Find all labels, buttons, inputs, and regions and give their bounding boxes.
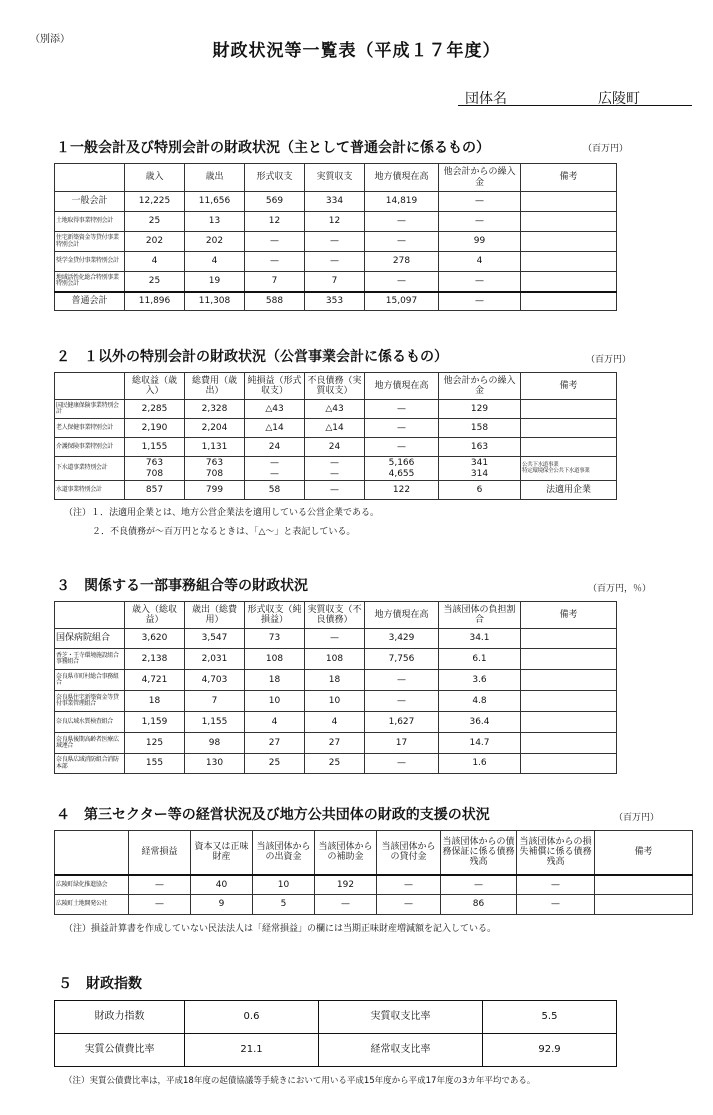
cell: 12,225 — [125, 192, 185, 212]
cell: 3,547 — [185, 629, 245, 649]
cell: 34.1 — [439, 629, 521, 649]
header-cell: 形式収支（純損益） — [245, 602, 305, 629]
cell: 98 — [185, 733, 245, 754]
table-row — [55, 192, 617, 212]
row-label: 奈良広域水質検査組合 — [55, 712, 125, 733]
table-row — [55, 629, 617, 649]
cell: — — [315, 895, 377, 915]
header-cell: 当該団体の負担割合 — [439, 602, 521, 629]
cell: 25 — [125, 272, 185, 292]
section1-table — [54, 163, 617, 311]
cell: 4 — [125, 252, 185, 272]
header-cell: 不良債務（実質収支） — [305, 373, 365, 400]
header-cell: 歳入（総収益） — [125, 602, 185, 629]
cell: 799 — [185, 481, 245, 500]
section5-note: （注）実質公債費比率は，平成18年度の起債協議等手続きにおいて用いる平成15年度から平成17年度の3カ年平均である。 — [64, 1076, 536, 1086]
cell: 130 — [185, 754, 245, 774]
cell: 18 — [125, 691, 185, 712]
cell — [521, 272, 617, 292]
cell: 163 — [439, 438, 521, 457]
header-cell: 資本又は正味財産 — [191, 831, 253, 875]
row-label: 水道事業特別会計 — [55, 481, 125, 500]
cell: — — [305, 252, 365, 272]
cell — [521, 292, 617, 311]
cell — [521, 629, 617, 649]
cell: 13 — [185, 212, 245, 232]
cell: 108 — [305, 649, 365, 670]
cell: — — — [245, 457, 305, 481]
cell: 86 — [441, 895, 517, 915]
cell: 588 — [245, 292, 305, 311]
cell: △14 — [245, 419, 305, 438]
cell: 192 — [315, 875, 377, 895]
cell: 202 — [125, 232, 185, 252]
cell: 2,285 — [125, 400, 185, 419]
cell: 25 — [245, 754, 305, 774]
cell — [521, 192, 617, 212]
cell: 19 — [185, 272, 245, 292]
section4-heading: ４ 第三セクター等の経営状況及び地方公共団体の財政的支援の状況 — [56, 807, 490, 823]
row-label: 下水道事業特別会計 — [55, 457, 125, 481]
table-row — [55, 1034, 617, 1067]
table-row — [55, 252, 617, 272]
total-row — [55, 292, 617, 311]
header-cell: 経常損益 — [129, 831, 191, 875]
cell — [521, 712, 617, 733]
cell: 法適用企業 — [521, 481, 617, 500]
cell: — — [377, 875, 441, 895]
cell: 2,138 — [125, 649, 185, 670]
cell: 4 — [439, 252, 521, 272]
header-cell: 総収益（歳入） — [125, 373, 185, 400]
table-row — [55, 895, 693, 915]
cell — [595, 895, 693, 915]
index-label: 財政力指数 — [55, 1001, 185, 1034]
cell: 125 — [125, 733, 185, 754]
cell: 17 — [365, 733, 439, 754]
cell: 7 — [245, 272, 305, 292]
cell: — — [365, 754, 439, 774]
section4-note: （注）損益計算書を作成していない民法法人は「経常損益」の欄には当期正味財産増減額を記入している。 — [64, 924, 497, 934]
cell — [521, 419, 617, 438]
table-row — [55, 438, 617, 457]
cell — [521, 252, 617, 272]
section2-table — [54, 372, 617, 500]
cell: 2,204 — [185, 419, 245, 438]
cell: — — — [305, 457, 365, 481]
index-value: 5.5 — [483, 1001, 617, 1034]
cell: 4,721 — [125, 670, 185, 691]
cell: 6 — [439, 481, 521, 500]
row-label: 奨学金貸付事業特別会計 — [55, 252, 125, 272]
table-row — [55, 400, 617, 419]
cell: 4 — [245, 712, 305, 733]
cell — [521, 754, 617, 774]
cell: 5,166 4,655 — [365, 457, 439, 481]
cell: 12 — [245, 212, 305, 232]
cell: 1.6 — [439, 754, 521, 774]
cell: 36.4 — [439, 712, 521, 733]
cell: — — [365, 438, 439, 457]
cell: — — [365, 691, 439, 712]
cell — [521, 400, 617, 419]
cell: — — [439, 272, 521, 292]
header-cell: 当該団体からの貸付金 — [377, 831, 441, 875]
cell: 3.6 — [439, 670, 521, 691]
header-cell — [55, 373, 125, 400]
cell: 15,097 — [365, 292, 439, 311]
cell: 10 — [305, 691, 365, 712]
cell: 341 314 — [439, 457, 521, 481]
cell: — — [129, 895, 191, 915]
cell: 9 — [191, 895, 253, 915]
header-cell: 純損益（形式収支） — [245, 373, 305, 400]
cell: 2,190 — [125, 419, 185, 438]
cell: 24 — [305, 438, 365, 457]
index-value: 0.6 — [185, 1001, 319, 1034]
cell: 158 — [439, 419, 521, 438]
cell: 27 — [245, 733, 305, 754]
row-label: 普通会計 — [55, 292, 125, 311]
cell: 4.8 — [439, 691, 521, 712]
cell: 857 — [125, 481, 185, 500]
cell: — — [439, 192, 521, 212]
header-cell — [55, 602, 125, 629]
row-label: 奈良県市町村総合事務組合 — [55, 670, 125, 691]
cell: 5 — [253, 895, 315, 915]
cell: — — [439, 212, 521, 232]
cell: △43 — [245, 400, 305, 419]
cell: — — [377, 895, 441, 915]
section2-note-1: （注）１．法適用企業とは、地方公営企業法を適用している公営企業である。 — [64, 508, 380, 518]
cell: 1,155 — [185, 712, 245, 733]
cell: — — [129, 875, 191, 895]
cell: — — [305, 629, 365, 649]
cell: 11,896 — [125, 292, 185, 311]
row-label: 広陵町土地開発公社 — [55, 895, 129, 915]
cell: 2,328 — [185, 400, 245, 419]
row-label: 広陵町緑化推進協会 — [55, 875, 129, 895]
cell: 40 — [191, 875, 253, 895]
cell — [521, 438, 617, 457]
cell: 10 — [245, 691, 305, 712]
attachment-tag: （別添） — [30, 34, 70, 45]
cell: 14.7 — [439, 733, 521, 754]
section4-unit: （百万円） — [614, 813, 660, 823]
cell: 25 — [125, 212, 185, 232]
index-label: 実質収支比率 — [319, 1001, 483, 1034]
header-cell: 実質収支（不良債務） — [305, 602, 365, 629]
cell: — — [517, 895, 595, 915]
header-cell: 地方債現在高 — [365, 164, 439, 192]
cell — [521, 232, 617, 252]
cell: 4,703 — [185, 670, 245, 691]
table-header-row — [55, 602, 617, 629]
cell: 4 — [305, 712, 365, 733]
section3-unit: （百万円，％） — [588, 584, 652, 594]
header-cell: 当該団体からの補助金 — [315, 831, 377, 875]
cell — [521, 733, 617, 754]
header-cell: 備考 — [521, 602, 617, 629]
cell: 7 — [305, 272, 365, 292]
cell: — — [365, 400, 439, 419]
row-label: 介護保険事業特別会計 — [55, 438, 125, 457]
cell: 763 708 — [125, 457, 185, 481]
cell: — — [517, 875, 595, 895]
cell: 1,627 — [365, 712, 439, 733]
header-cell: 歳出 — [185, 164, 245, 192]
section5-heading: ５ 財政指数 — [58, 976, 142, 992]
cell — [521, 649, 617, 670]
header-cell: 当該団体からの損失補償に係る債務残高 — [517, 831, 595, 875]
table-header-row — [55, 373, 617, 400]
header-cell: 他会計からの繰入金 — [439, 373, 521, 400]
cell: — — [441, 875, 517, 895]
table-header-row — [55, 831, 693, 875]
cell: — — [305, 481, 365, 500]
row-label: 一般会計 — [55, 192, 125, 212]
header-cell: 備考 — [595, 831, 693, 875]
index-label: 実質公債費比率 — [55, 1034, 185, 1067]
cell: 155 — [125, 754, 185, 774]
cell: 1,159 — [125, 712, 185, 733]
table-header-row — [55, 164, 617, 192]
cell: 14,819 — [365, 192, 439, 212]
table-row — [55, 691, 617, 712]
cell: 763 708 — [185, 457, 245, 481]
table-row — [55, 670, 617, 691]
cell: 569 — [245, 192, 305, 212]
cell: 58 — [245, 481, 305, 500]
cell: 334 — [305, 192, 365, 212]
section5-table — [54, 1000, 617, 1067]
cell: 10 — [253, 875, 315, 895]
cell: — — [365, 232, 439, 252]
cell: — — [305, 232, 365, 252]
header-cell — [55, 831, 129, 875]
cell: 108 — [245, 649, 305, 670]
section4-table — [54, 830, 693, 915]
row-label: 奈良県後期高齢者医療広域連合 — [55, 733, 125, 754]
table-row — [55, 272, 617, 292]
cell: 1,155 — [125, 438, 185, 457]
header-cell: 歳出（総費用） — [185, 602, 245, 629]
page-title: 財政状況等一覧表（平成１７年度） — [212, 41, 501, 61]
table-row — [55, 212, 617, 232]
table-row — [55, 232, 617, 252]
cell: — — [365, 272, 439, 292]
header-cell: 備考 — [521, 164, 617, 192]
cell: — — [365, 212, 439, 232]
cell: 122 — [365, 481, 439, 500]
cell: △14 — [305, 419, 365, 438]
cell: — — [365, 419, 439, 438]
cell: 99 — [439, 232, 521, 252]
table-row — [55, 419, 617, 438]
row-label: 国保病院組合 — [55, 629, 125, 649]
row-label: 住宅新築資金等貸付事業特別会計 — [55, 232, 125, 252]
cell: — — [245, 252, 305, 272]
cell: — — [365, 670, 439, 691]
header-cell — [55, 164, 125, 192]
cell: — — [439, 292, 521, 311]
row-label: 国民健康保険事業特別会計 — [55, 400, 125, 419]
header-cell: 他会計からの繰入金 — [439, 164, 521, 192]
cell: 18 — [305, 670, 365, 691]
section2-note-2: ２．不良債務が～百万円となるときは、「△～」と表記している。 — [92, 527, 356, 537]
cell: — — [245, 232, 305, 252]
cell — [521, 670, 617, 691]
table-row — [55, 457, 617, 481]
header-cell: 地方債現在高 — [365, 373, 439, 400]
row-label: 地域活性化総合特別事業特別会計 — [55, 272, 125, 292]
cell: 27 — [305, 733, 365, 754]
row-label: 奈良県住宅新築資金等貸付事業管理組合 — [55, 691, 125, 712]
cell — [521, 691, 617, 712]
header-cell: 備考 — [521, 373, 617, 400]
cell: 12 — [305, 212, 365, 232]
cell: 3,620 — [125, 629, 185, 649]
cell: 11,308 — [185, 292, 245, 311]
table-row — [55, 481, 617, 500]
cell: △43 — [305, 400, 365, 419]
cell: 24 — [245, 438, 305, 457]
section1-unit: （百万円） — [583, 144, 629, 154]
section2-heading: ２ １以外の特別会計の財政状況（公営事業会計に係るもの） — [56, 349, 448, 365]
org-label: 団体名 — [465, 91, 507, 107]
cell: 2,031 — [185, 649, 245, 670]
cell: 4 — [185, 252, 245, 272]
table-row — [55, 712, 617, 733]
header-cell: 当該団体からの債務保証に係る債務残高 — [441, 831, 517, 875]
section1-heading: １一般会計及び特別会計の財政状況（主として普通会計に係るもの） — [56, 140, 490, 156]
section2-unit: （百万円） — [586, 355, 632, 365]
cell: 73 — [245, 629, 305, 649]
header-cell: 形式収支 — [245, 164, 305, 192]
table-row — [55, 733, 617, 754]
header-cell: 総費用（歳出） — [185, 373, 245, 400]
cell — [521, 212, 617, 232]
cell: 25 — [305, 754, 365, 774]
org-name: 広陵町 — [598, 91, 640, 107]
section3-heading: ３ 関係する一部事務組合等の財政状況 — [56, 578, 308, 594]
cell: 3,429 — [365, 629, 439, 649]
row-label: 奈良県広域消防組合消防本部 — [55, 754, 125, 774]
index-value: 92.9 — [483, 1034, 617, 1067]
cell: 18 — [245, 670, 305, 691]
index-label: 経常収支比率 — [319, 1034, 483, 1067]
cell: 129 — [439, 400, 521, 419]
table-row — [55, 875, 693, 895]
table-row — [55, 649, 617, 670]
cell: 11,656 — [185, 192, 245, 212]
cell: 7 — [185, 691, 245, 712]
row-label: 香芝・王寺環境施設組合事務組合 — [55, 649, 125, 670]
cell: 公共下水道事業 特定環境保全公共下水道事業 — [521, 457, 617, 481]
table-row — [55, 1001, 617, 1034]
header-cell: 歳入 — [125, 164, 185, 192]
section3-table — [54, 601, 617, 774]
cell: 278 — [365, 252, 439, 272]
row-label: 土地取得事業特別会計 — [55, 212, 125, 232]
cell: 353 — [305, 292, 365, 311]
header-cell: 実質収支 — [305, 164, 365, 192]
header-cell: 当該団体からの出資金 — [253, 831, 315, 875]
cell — [595, 875, 693, 895]
index-value: 21.1 — [185, 1034, 319, 1067]
row-label: 老人保健事業特別会計 — [55, 419, 125, 438]
cell: 1,131 — [185, 438, 245, 457]
header-cell: 地方債現在高 — [365, 602, 439, 629]
cell: 202 — [185, 232, 245, 252]
cell: 6.1 — [439, 649, 521, 670]
cell: 7,756 — [365, 649, 439, 670]
table-row — [55, 754, 617, 774]
